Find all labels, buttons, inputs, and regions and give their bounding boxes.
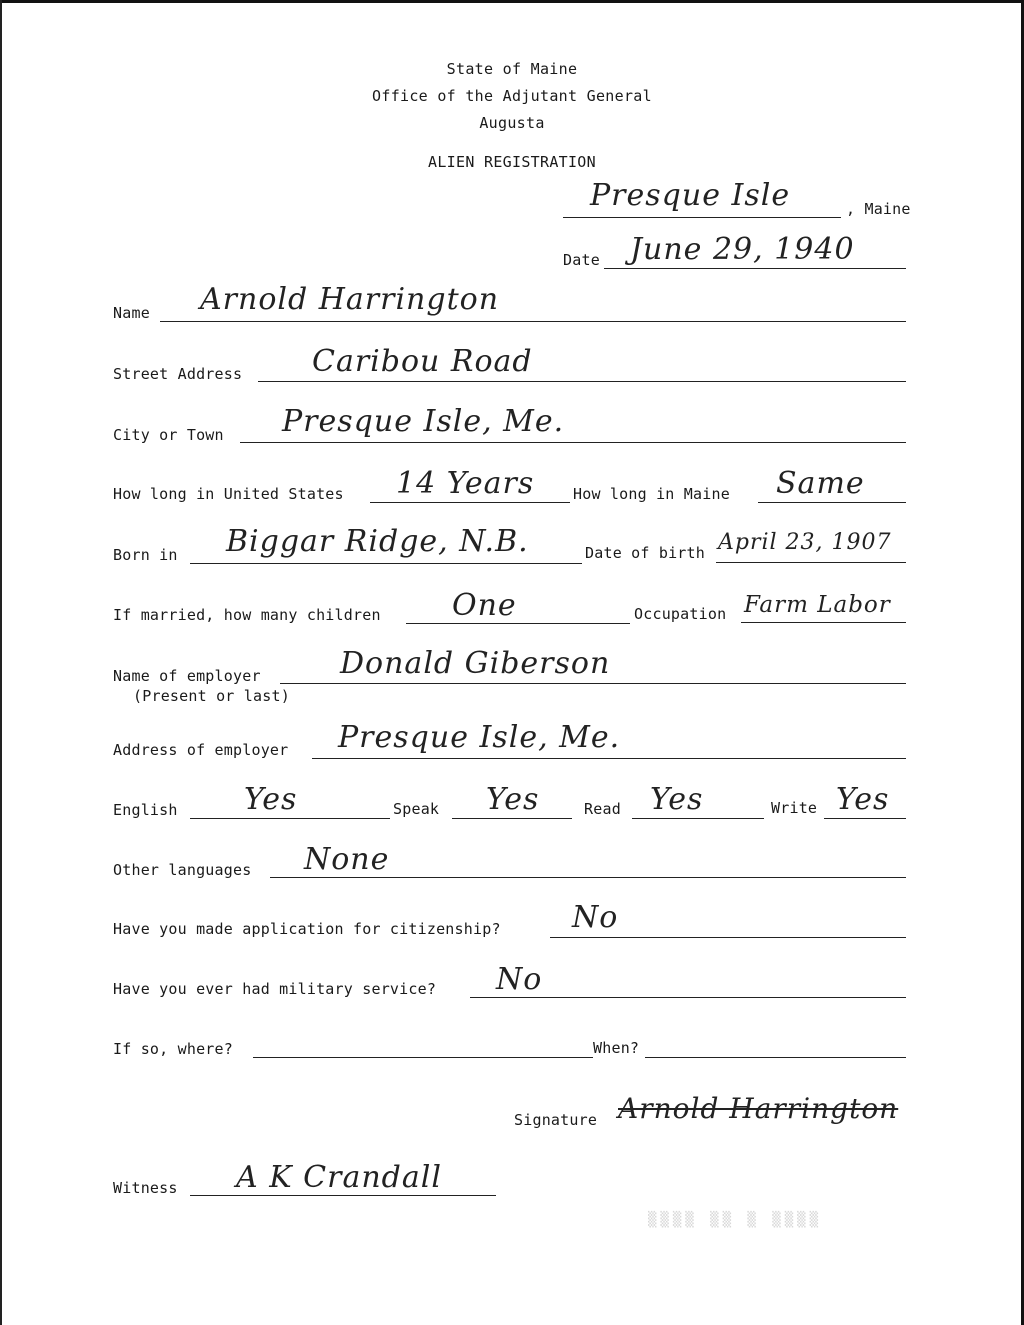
- employer-value: Donald Giberson: [340, 646, 611, 681]
- children-value: One: [452, 588, 517, 623]
- dob-value: April 23, 1907: [718, 530, 892, 555]
- how-long-maine-line: [758, 502, 906, 503]
- how-long-us-line: [370, 502, 570, 503]
- employer-label: Name of employer: [113, 667, 261, 685]
- name-line: [160, 321, 906, 322]
- how-long-maine-label: How long in Maine: [573, 485, 730, 503]
- how-long-us-label: How long in United States: [113, 485, 344, 503]
- citizenship-value: No: [572, 900, 619, 935]
- other-lang-value: None: [304, 842, 390, 877]
- military-line: [470, 997, 906, 998]
- when-label: When?: [593, 1039, 640, 1057]
- name-label: Name: [113, 304, 150, 322]
- place-suffix: , Maine: [846, 200, 911, 218]
- born-value: Biggar Ridge, N.B.: [226, 524, 529, 559]
- how-long-us-value: 14 Years: [396, 466, 535, 501]
- read-label: Read: [584, 800, 621, 818]
- citizenship-label: Have you made application for citizenship?: [113, 920, 501, 938]
- signature-value: Arnold Harrington: [618, 1092, 899, 1125]
- employer-sublabel: (Present or last): [133, 687, 290, 705]
- occupation-value: Farm Labor: [744, 592, 891, 618]
- signature-label: Signature: [514, 1111, 598, 1129]
- city-label: City or Town: [113, 426, 224, 444]
- employer-address-line: [312, 758, 906, 759]
- military-label: Have you ever had military service?: [113, 980, 437, 998]
- witness-value: A K Crandall: [236, 1160, 442, 1195]
- witness-line: [190, 1195, 496, 1196]
- employer-address-label: Address of employer: [113, 741, 289, 759]
- header-state: State of Maine: [446, 60, 578, 78]
- city-line: [240, 442, 906, 443]
- date-line: [604, 268, 906, 269]
- street-value: Caribou Road: [312, 344, 533, 379]
- header-office: Office of the Adjutant General: [372, 87, 652, 105]
- write-value: Yes: [836, 782, 890, 817]
- write-line: [824, 818, 906, 819]
- english-line: [190, 818, 390, 819]
- city-value: Presque Isle, Me.: [282, 404, 565, 439]
- speak-line: [452, 818, 572, 819]
- occupation-label: Occupation: [634, 605, 727, 623]
- faint-stamp-mark: ▒▒▒▒ ▒▒ ▒ ▒▒▒▒: [648, 1212, 823, 1228]
- page-left-border: [0, 0, 2, 1325]
- when-line: [645, 1057, 906, 1058]
- speak-value: Yes: [486, 782, 540, 817]
- other-lang-label: Other languages: [113, 861, 252, 879]
- witness-label: Witness: [113, 1179, 178, 1197]
- where-line: [253, 1057, 593, 1058]
- place-value: Presque Isle: [590, 178, 791, 213]
- employer-address-value: Presque Isle, Me.: [338, 720, 621, 755]
- place-line: [563, 217, 841, 218]
- street-line: [258, 381, 906, 382]
- read-line: [632, 818, 764, 819]
- children-label: If married, how many children: [113, 606, 381, 624]
- street-label: Street Address: [113, 365, 243, 383]
- form-title: ALIEN REGISTRATION: [428, 153, 596, 171]
- dob-line: [716, 562, 906, 563]
- children-line: [406, 623, 630, 624]
- dob-label: Date of birth: [585, 544, 705, 562]
- date-value: June 29, 1940: [630, 232, 855, 267]
- where-label: If so, where?: [113, 1040, 233, 1058]
- born-line: [190, 563, 582, 564]
- read-value: Yes: [650, 782, 704, 817]
- military-value: No: [496, 962, 543, 997]
- header-city: Augusta: [479, 114, 545, 132]
- employer-line: [280, 683, 906, 684]
- write-label: Write: [771, 799, 818, 817]
- date-label: Date: [563, 251, 600, 269]
- other-lang-line: [270, 877, 906, 878]
- how-long-maine-value: Same: [776, 466, 865, 501]
- born-label: Born in: [113, 546, 178, 564]
- citizenship-line: [550, 937, 906, 938]
- name-value: Arnold Harrington: [200, 282, 500, 317]
- page-top-border: [0, 0, 1024, 3]
- english-label: English: [113, 801, 178, 819]
- english-value: Yes: [244, 782, 298, 817]
- occupation-line: [741, 622, 906, 623]
- speak-label: Speak: [393, 800, 440, 818]
